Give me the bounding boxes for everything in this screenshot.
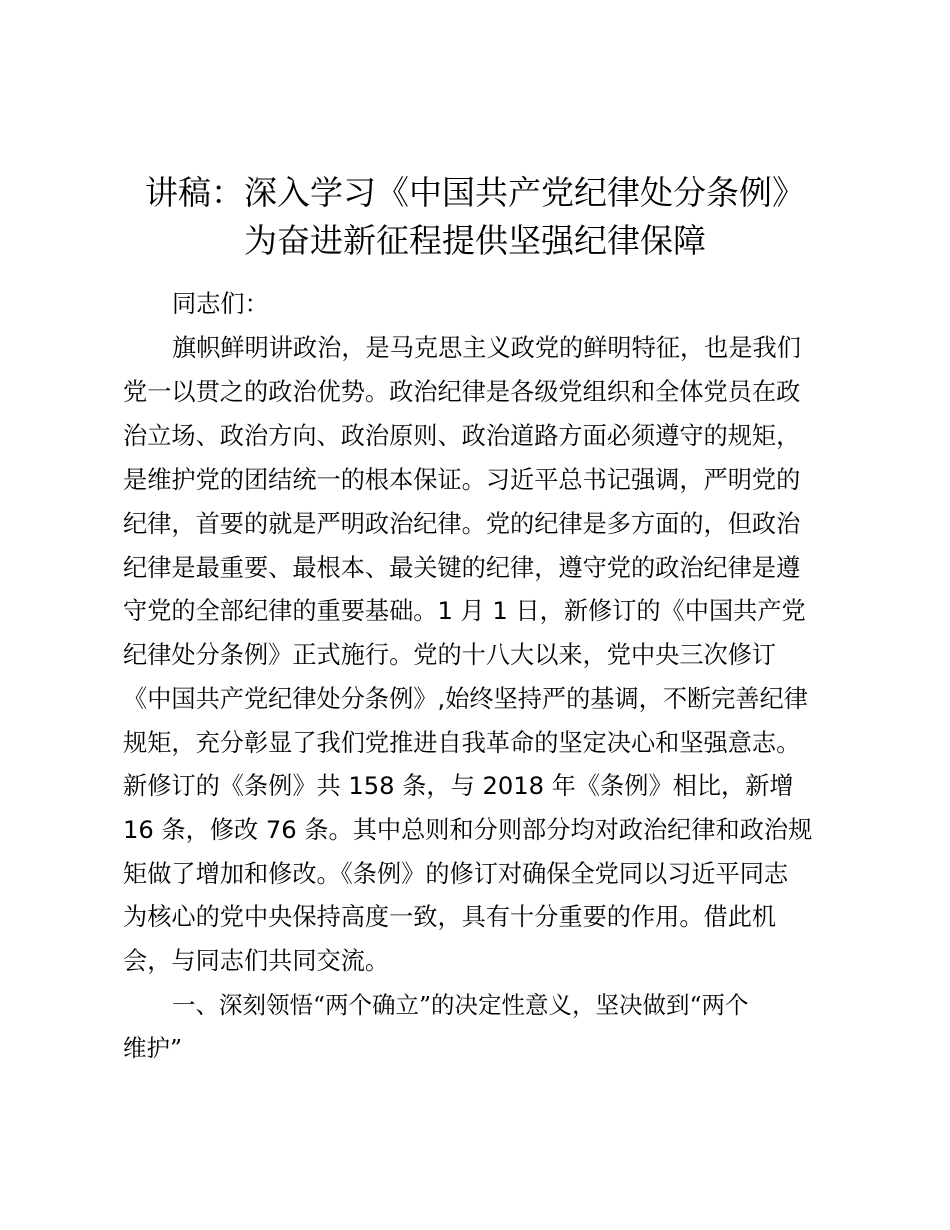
paragraph-line: 纪律是最重要、最根本、最关键的纪律，遵守党的政治纪律是遵 <box>123 554 801 582</box>
paragraph-line: 是维护党的团结统一的根本保证。习近平总书记强调，严明党的 <box>123 466 801 494</box>
document-title-line-1: 讲稿：深入学习《中国共产党纪律处分条例》 <box>145 173 805 212</box>
paragraph-line: 矩做了增加和修改。《条例》的修订对确保全党同以习近平同志 <box>123 860 789 888</box>
paragraph-line: 纪律，首要的就是严明政治纪律。党的纪律是多方面的，但政治 <box>123 510 801 538</box>
paragraph-line: 为核心的党中央保持高度一致，具有十分重要的作用。借此机 <box>123 903 777 931</box>
paragraph-line: 治立场、政治方向、政治原则、政治道路方面必须遵守的规矩， <box>123 422 801 450</box>
section-heading-line: 维护” <box>123 1034 183 1062</box>
paragraph-line: 守党的全部纪律的重要基础。1 月 1 日，新修订的《中国共产党 <box>123 597 806 625</box>
paragraph-line: 纪律处分条例》正式施行。党的十八大以来，党中央三次修订 <box>123 641 777 669</box>
paragraph-line: 新修订的《条例》共 158 条，与 2018 年《条例》相比，新增 <box>123 772 794 800</box>
paragraph-line: 规矩，充分彰显了我们党推进自我革命的坚定决心和坚强意志。 <box>123 729 801 757</box>
paragraph-line: 会，与同志们共同交流。 <box>123 947 390 975</box>
paragraph-line: 党一以贯之的政治优势。政治纪律是各级党组织和全体党员在政 <box>123 378 801 406</box>
document-title-line-2: 为奋进新征程提供坚强纪律保障 <box>244 221 706 260</box>
section-heading-line: 一、深刻领悟“两个确立”的决定性意义，坚决做到“两个 <box>172 991 749 1019</box>
salutation: 同志们： <box>172 290 269 318</box>
paragraph-line: 旗帜鲜明讲政治，是马克思主义政党的鲜明特征，也是我们 <box>172 334 801 362</box>
paragraph-line: 《中国共产党纪律处分条例》,始终坚持严的基调，不断完善纪律 <box>123 685 808 713</box>
paragraph-line: 16 条，修改 76 条。其中总则和分则部分均对政治纪律和政治规 <box>123 816 813 844</box>
